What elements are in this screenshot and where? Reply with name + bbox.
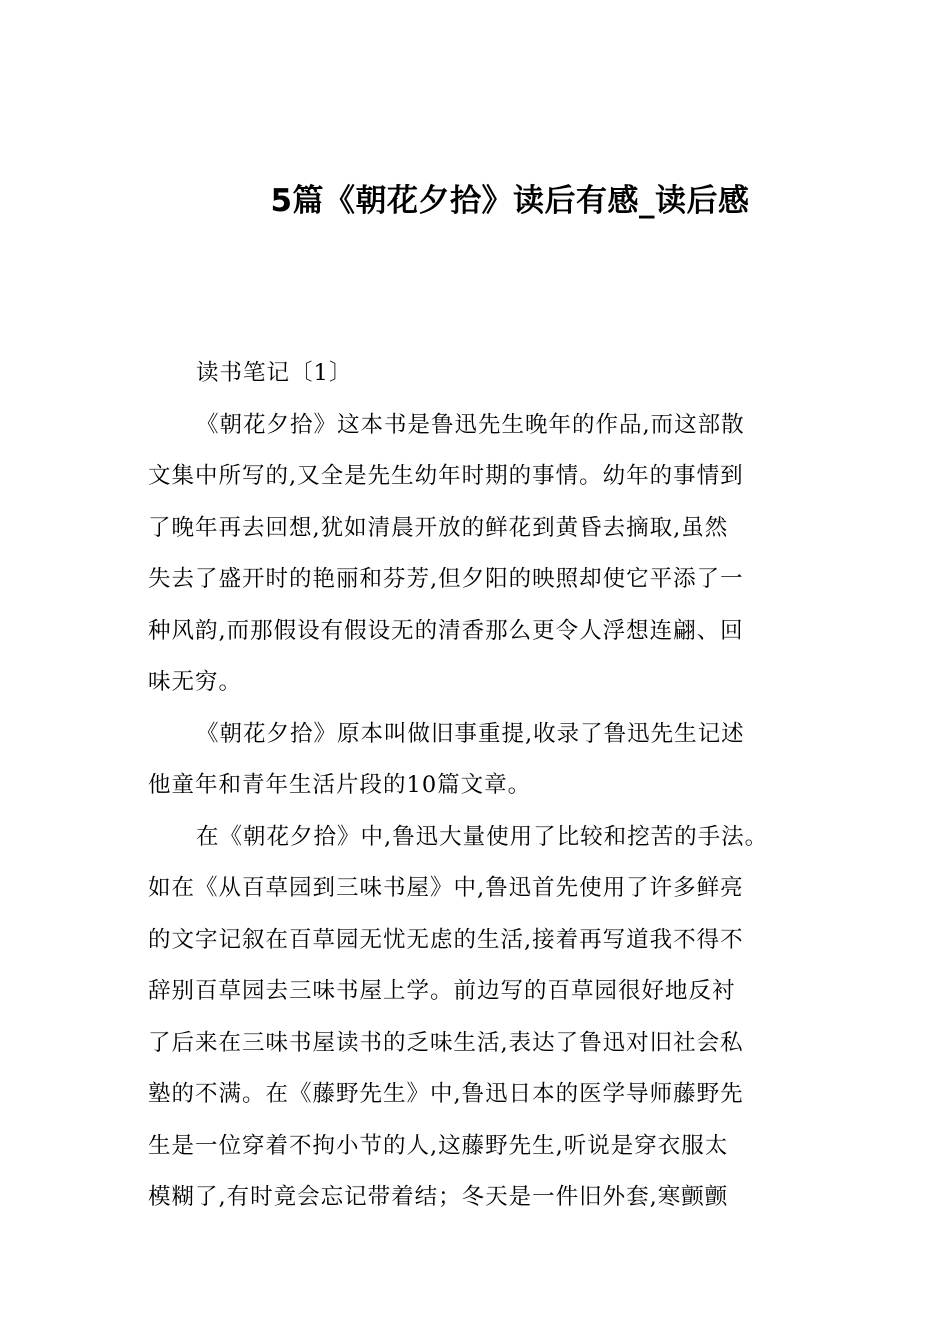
document-title: 5篇《朝花夕拾》读后有感_读后感 xyxy=(270,183,750,219)
text-line: 文集中所写的,又全是先生幼年时期的事情。幼年的事情到 xyxy=(148,463,744,489)
text-line: 的文字记叙在百草园无忧无虑的生活,接着再写道我不得不 xyxy=(148,926,744,953)
text-line: 辞别百草园去三味书屋上学。前边写的百草园很好地反衬 xyxy=(148,978,736,1004)
text-line: 了后来在三味书屋读书的乏味生活,表达了鲁迅对旧社会私 xyxy=(148,1029,744,1056)
text-line: 读书笔记〔1〕 xyxy=(196,360,353,386)
text-line: 模糊了,有时竟会忘记带着结；冬天是一件旧外套,寒颤颤 xyxy=(148,1184,729,1210)
text-line: 如在《从百草园到三味书屋》中,鲁迅首先使用了许多鲜亮 xyxy=(148,875,744,901)
text-line: 塾的不满。在《藤野先生》中,鲁迅日本的医学导师藤野先 xyxy=(148,1081,744,1107)
text-line: 生是一位穿着不拘小节的人,这藤野先生,听说是穿衣服太 xyxy=(148,1132,729,1159)
text-line: 《朝花夕拾》原本叫做旧事重提,收录了鲁迅先生记述 xyxy=(196,720,745,747)
text-line: 《朝花夕拾》这本书是鲁迅先生晚年的作品,而这部散 xyxy=(196,411,745,438)
text-line: 种风韵,而那假设有假设无的清香那么更令人浮想连翩、回 xyxy=(148,617,744,644)
text-line: 味无穷。 xyxy=(148,669,243,695)
text-line: 在《朝花夕拾》中,鲁迅大量使用了比较和挖苦的手法。 xyxy=(196,823,769,850)
text-line: 失去了盛开时的艳丽和芬芳,但夕阳的映照却使它平添了一 xyxy=(148,566,744,592)
text-line: 了晚年再去回想,犹如清晨开放的鲜花到黄昏去摘取,虽然 xyxy=(148,514,729,541)
document-body xyxy=(148,348,828,1224)
text-line: 他童年和青年生活片段的10篇文章。 xyxy=(148,772,532,798)
